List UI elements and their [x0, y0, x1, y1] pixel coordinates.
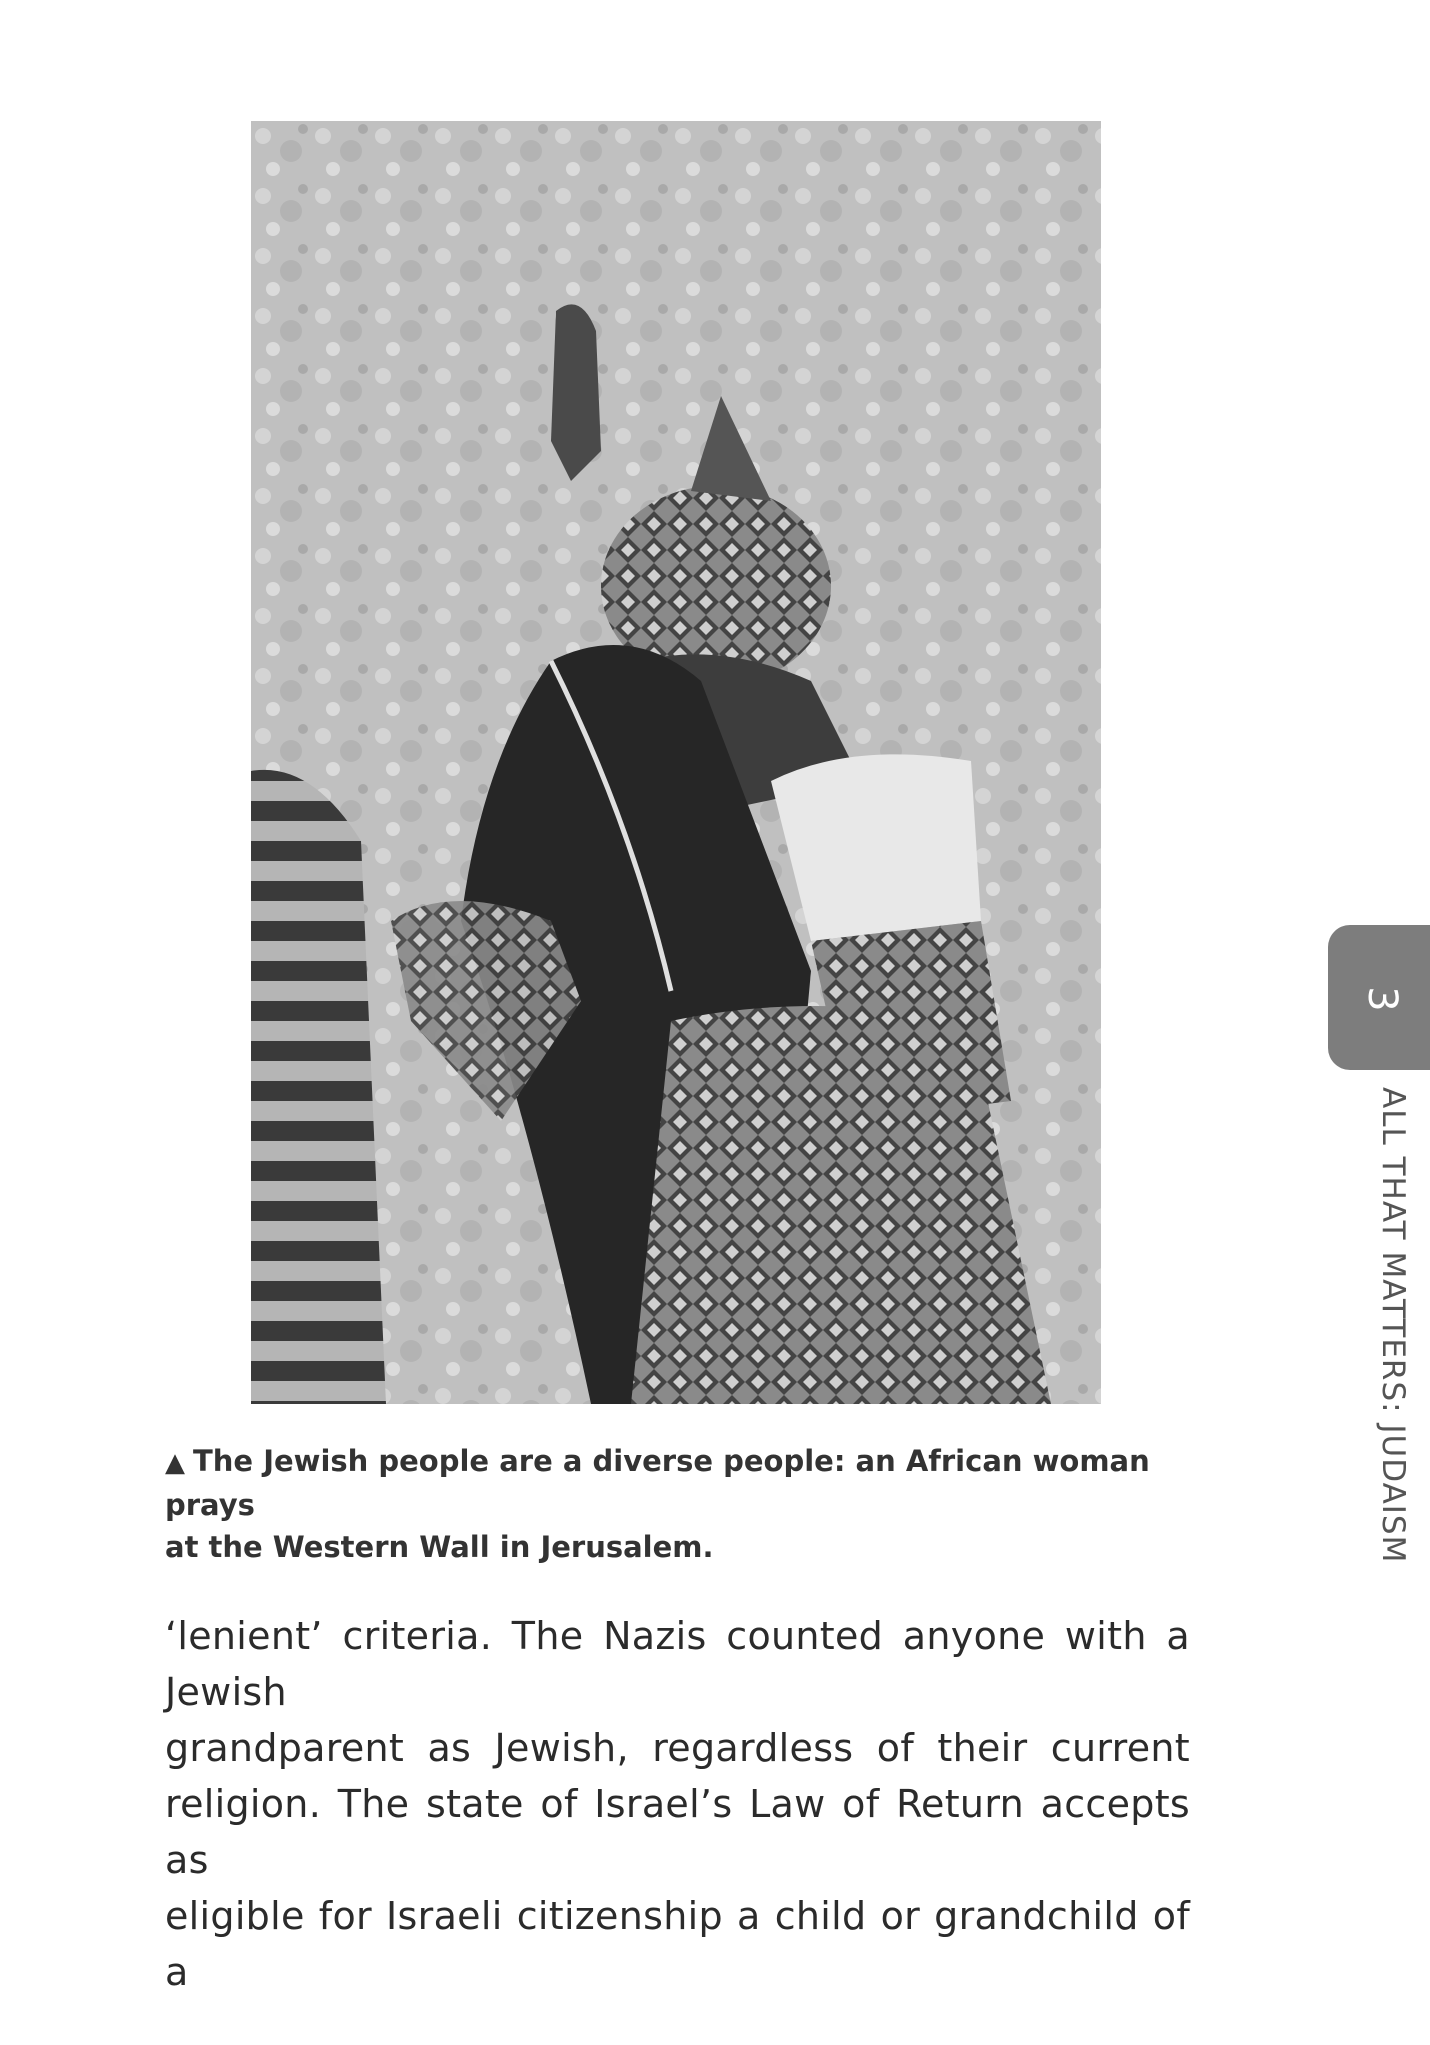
chapter-number: 3 [1359, 986, 1405, 1012]
triangle-up-icon: ▲ [165, 1448, 185, 1478]
running-title: ALL THAT MATTERS: JUDAISM [1375, 1087, 1411, 1564]
photo-caption [165, 1440, 1205, 1568]
caption-line-2: at the Western Wall in Jerusalem. [165, 1530, 714, 1564]
photograph-woman-praying-western-wall-icon [251, 121, 1101, 1404]
body-line: ‘lenient’ criteria. The Nazis counted anyone with a Jewish [165, 1614, 1190, 1714]
body-line: eligible for Israeli citizenship a child or grandchild of a [165, 1894, 1190, 1994]
photograph [251, 121, 1101, 1404]
body-paragraph [165, 1608, 1190, 2000]
caption-text-1: The Jewish people are a diverse people: an African woman prays [165, 1444, 1150, 1522]
body-line: grandparent as Jewish, regardless of their current [165, 1726, 1190, 1770]
caption-line-1 [165, 1440, 1205, 1526]
body-line: religion. The state of Israel’s Law of Return accepts as [165, 1782, 1190, 1882]
